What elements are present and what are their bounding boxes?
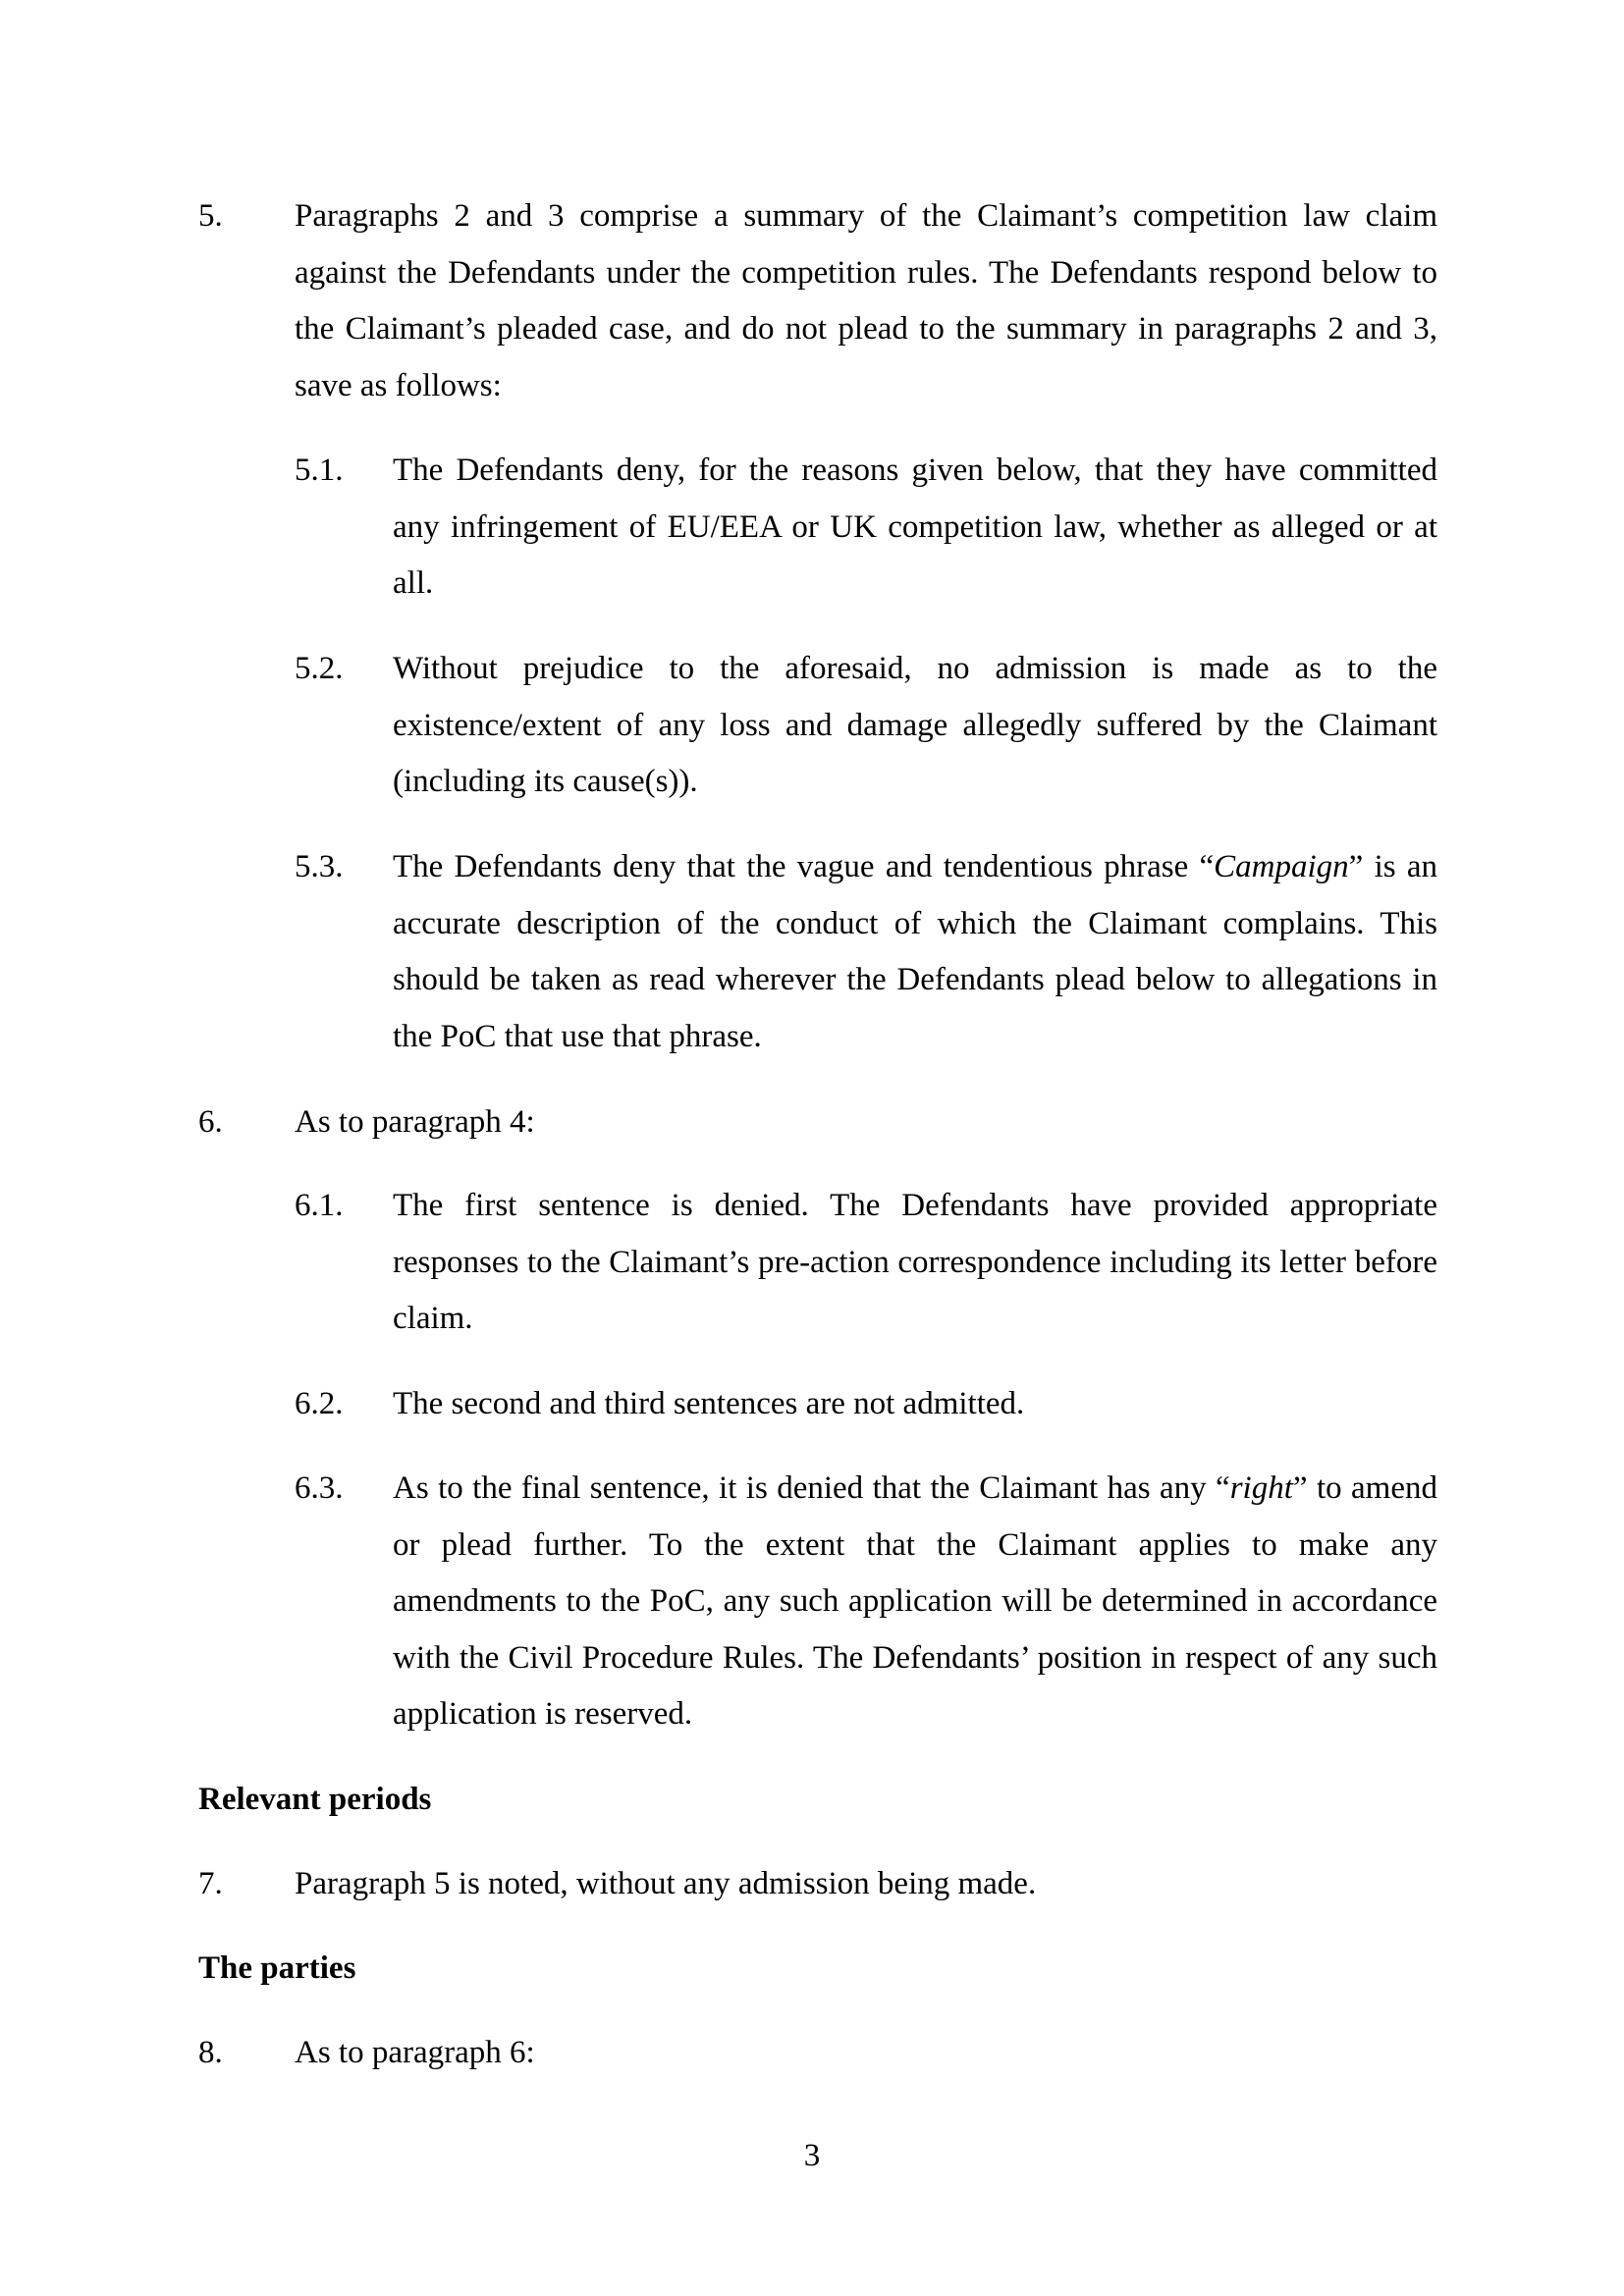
subparagraph-text: The second and third sentences are not admitted.: [393, 1386, 1025, 1421]
paragraph-8: [198, 2025, 1437, 2082]
text-segment: ” to amend or plead further. To the extent that the Claimant applies to make any amendments to the PoC, any such application will be determined in accordance with the Civil Procedure Rules. The Defendants’ position in respect of any such application is reserved.: [393, 1470, 1437, 1732]
paragraph-number: 5.: [198, 198, 223, 234]
subparagraph-number: 5.1.: [295, 453, 344, 488]
subparagraph-number: 6.1.: [295, 1188, 344, 1223]
paragraph-number: 6.: [198, 1104, 223, 1140]
paragraph-text: Paragraph 5 is noted, without any admission being made.: [295, 1866, 1037, 1901]
section-heading-the-parties: The parties: [198, 1950, 356, 1986]
subparagraph-5-1: [295, 443, 1437, 613]
subparagraph-text: Without prejudice to the aforesaid, no admission is made as to the existence/extent of any loss and damage allegedly suffered by the Claimant (including its cause(s)).: [393, 651, 1437, 799]
paragraph-5: [198, 188, 1437, 414]
subparagraph-number: 6.2.: [295, 1386, 344, 1421]
section-heading-relevant-periods: Relevant periods: [198, 1782, 432, 1817]
paragraph-number: 8.: [198, 2035, 223, 2070]
subparagraph-number: 6.3.: [295, 1470, 344, 1506]
paragraph-number: 7.: [198, 1866, 223, 1901]
text-segment: The Defendants deny that the vague and tendentious phrase “: [393, 849, 1215, 884]
subparagraph-6-3: [295, 1461, 1437, 1743]
italic-term: right: [1229, 1470, 1293, 1506]
text-segment: ” is an accurate description of the conduct of which the Claimant complains. This should be taken as read wherever the Defendants plead below to allegations in the PoC that use that phrase.: [393, 849, 1437, 1054]
subparagraph-text: The Defendants deny, for the reasons given below, that they have committed any infringement of EU/EEA or UK competition law, whether as alleged or at all.: [393, 453, 1437, 601]
page-number: 3: [803, 2138, 821, 2173]
subparagraph-text: [393, 1461, 1437, 1743]
subparagraph-6-1: [295, 1178, 1437, 1348]
subparagraph-number: 5.3.: [295, 849, 344, 884]
italic-term: Campaign: [1214, 849, 1349, 884]
text-segment: As to the final sentence, it is denied that the Claimant has any “: [393, 1470, 1230, 1506]
paragraph-text: As to paragraph 4:: [295, 1104, 535, 1140]
subparagraph-6-2: [295, 1376, 1437, 1433]
subparagraph-text: The first sentence is denied. The Defendants have provided appropriate responses to the Claimant’s pre-action correspondence including its letter before claim.: [393, 1188, 1437, 1336]
subparagraph-text: [393, 839, 1437, 1065]
subparagraph-5-3: [295, 839, 1437, 1065]
paragraph-6: [198, 1095, 1437, 1151]
subparagraph-5-2: [295, 641, 1437, 811]
paragraph-7: [198, 1856, 1437, 1913]
subparagraph-number: 5.2.: [295, 651, 344, 686]
paragraph-text: Paragraphs 2 and 3 comprise a summary of the Claimant’s competition law claim against the Defendants under the competition rules. The Defendants respond below to the Claimant’s pleaded case, and do not plead to the summary in paragraphs 2 and 3, save as follows:: [295, 198, 1437, 403]
paragraph-text: As to paragraph 6:: [295, 2035, 535, 2070]
